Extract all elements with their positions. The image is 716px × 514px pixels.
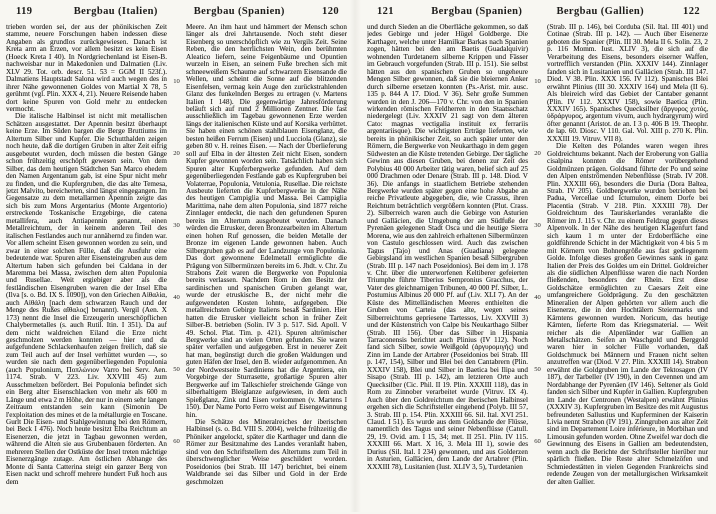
running-title-left: Bergbau (Spanien) (431, 6, 523, 17)
page-119-120 (2, 3, 353, 512)
line-number: 10 (534, 78, 541, 85)
running-header (367, 5, 710, 24)
page-number: 120 (322, 6, 339, 17)
paragraph: und durch Sieden an die Oberfläche gekommen, so daß jedes Gebirge und jeder Hügel Goldberge. Die Karthager, welche unter Hamilkar Barkas nach Spanien zogen, hätten bei den am Baetis (Guadalquivir) wohnenden Turdetanern silberne Krippen und Fässer im Gebrauch vorgefunden (Strab. III p. 151). Sie selbst hätten aus den spanischen Gruben so ungeheure Mengen Silber gewonnen, daß sie die bleiernen Anker durch silberne ersetzen konnten (Ps.-Arist. mir. ausc. 135 p. 844 A 17. Diod. V 36). Sehr große Summen wurden in den J. 206—170 v. Chr. von den in Spanien wirkenden römischen Feldherren in den Staatsschatz niedergelegt (Liv. XXXIV 21 sagt von dem älteren Cato: magnas vectigalia instituit ex ferrariis argentariisque). Die wichtigsten Erträge lieferten, wie bereits in phönikischer Zeit, so auch später unter den Römern, die Bergwerke von Neukarthago in dem gegen Südwesten an die Küste tretenden Gebirge. Der tägliche Gewinn aus diesen Gruben, bei denen zur Zeit des Polybius 40 000 Arbeiter tätig waren, belief sich auf 25 000 Drachmen oder Denare (Strab. III p. 148. Diod. V 36). Die anfangs in staatlichem Betriebe stehenden Bergwerke wurden später gegen eine hohe Abgabe an reiche Privatleute abgegeben, die, wie Crassus, ihren Reichtum beträchtlich vergrößern konnten (Plut. Crass. 2). Silberreich waren auch die Gebirge von Asturien und Galläcien, die Umgebung der am Südfuße der Pyrenäen gelegenen Stadt Osca und die heutige Sierra Morena, wie aus den zahlreich erhaltenen Silbermünzen von Castulo geschlossen wird. Auch das zwischen Tagus (Tajo) und Anas (Guadiana) gelegene Gebirgsland im westlichen Spanien besaß Silbergruben (Strab. III p. 147 nach Poseidonios). Bei dem im J. 178 v. Chr. über die unterworfenen Keltiberer gefeierten Triumphe führte Tiberius Sempronius Gracchus, der Vater des gleichnamigen Tribunen, 40 000 Pf. Silber, L. Postumius Albinus 20 000 Pf. auf (Liv. XLI 7). An der Küste des Mittelländischen Meeres enthielten die Gruben von Carteia (das alte, wegen seines Silberreichtums gepriesene Tartessos, Liv. XXVIII 3) und der Küstenstrich von Calpe bis Neukarthago Silber (Strab. III 156). Über das Silber in Hispania Tarraconensis berichtet auch Plinius (IV 112). Noch fand sich Silber, sowie Weißgold (ἀργυρομιγής) und Zinn im Lande der Artabrer (Poseidonios bei Strab. III p. 147, 154), Silber und Blei bei den Cantabrern (Plin. XXXIV 158), Blei und Silber in Baetica bei Ilipa und Sisapo (Strab. III p. 142), am letzteren Orte auch Quecksilber (Cic. Phil. II 19. Plin. XXXIII 118), das in Rom zu Zinnober verarbeitet wurde (Vitruv. IX 4). Auch über den Goldreichtum der iberischen Halbinsel ergehen sich die Schriftsteller eingehend (Polyb. III 57, 3. Strab. III p. 154. Plin. XXXIII 66. Sil. Ital. XVI 251. Claud. I 51). Es wurde aus dem Goldsande der Flüsse, namentlich des Tagus und seiner Nebenflüsse (Catull. 29, 19. Ovid. am. I 15, 34; met. II 251. Plin. IV 115. XXXIII 66. Mart. X 16, 3. Mela III 1), sowie des Durius (Sil. Ital. I 234) gewonnen, und aus Golderzen in Asturien, Galläcien, dem Lande der Artabrer (Plin. XXXIII 78), Lusitanien (Iust. XLIV 3, 5), Turdetanien (367, 24, 528, 471)
paragraph: Die italische Halbinsel ist nicht mit metallischen Schätzen ausgestattet. Der Apennin besitzt überhaupt keine Erze. Im Süden bargen die Berge Bruttiums im Altertum Silber und Kupfer. Die Schutthalden zeigen noch heute, daß die dortigen Gruben in alter Zeit eifrig ausgebeutet wurden, doch müssen die besten Gänge schon frühzeitig erschöpft gewesen sein. Von dem Silber, das dem heutigen Städtchen San Marco ehedem den Namen Argentanum gab, ist eine Spur nicht mehr zu finden, und die Kupfergruben, die das alte Temesa, jetzt Malvito, bereicherten, sind längst eingegangen. Im Gegensatze zu dem metallarmen Apennin zeigte das sich bis zum Mons Argentarius (Monte Argentorio) erstreckende Toskanische Erzgebirge, die catena metallifera, auch Antiapennin genannt, einen Metallreichtum, der in keinem anderen Teil des italischen Festlandes auch nur annähernd zu finden war. Vor allem scheint Eisen gewonnen worden zu sein, und zwar in einer solchen Fülle, daß die Ausfuhr eine bedeutende war. Spuren alter Eisensteingruben aus dem Altertum haben sich gefunden bei Caldana in der Maremma bei Massa, zwischen dem alten Populonia und Rusellae. Weit ergiebiger aber als die festländischen Eisengruben waren die der Insel Elba (Ilva [s. o. Bd. IX S. 1090]), von den Griechen Αἰθαλία, auch Αἰθάλη [nach dem schwarzen Rauch und der Menge des Rußes αἴθαλος] benannt). Vergil (Aen. X 173) nennt die Insel die Erzeugerin unerschöpflichen Chalybermetalles (s. auch Rutil. Itin. I 351). Da auf dem nicht waldreichen Eiland die Erze nicht geschmolzen werden konnten — hier und da aufgefundene Schlackenhaufen zeigen freilich, daß sie zum Teil auch auf der Insel verhüttet wurden —, so wurden sie nach dem gegenüberliegenden Populonia (auch Populonium, Ποπλώνιον Varro bei Serv. Aen. 1174. Strab. V 223. Liv. XXVIII 45) zum Ausschmelzen befördert. Bei Populonia befindet sich ein Berg alter Eisenschlacken von mehr als 600 m Länge und etwa 2 m Höhe, der nur in einem sehr langen Zeitraum entstanden sein kann (Simonin De l'exploitation des mines et de la métallurgie en Toscane. Gurlt Die Eisen- und Stahlgewinnung bei den Römern, bei Beck I 476). Noch heute besitzt Elba Reichtum an Eisenerzen, die jetzt in Tagbau gewonnen werden, während die Alten sie aus Grubenbauen förderten. An mehreren Stellen der Ostküste der Insel treten mächtige Eisenerzgänge zutage. Am östlichen Abhange des Monte di Santa Catterina steigt ein ganzer Berg von Eisen nackt und schroff mehrere hundert Fuß hoch aus dem (6, 112, 167, 486)
paragraph: Meere. An ihm haut und hämmert der Mensch schon länger als drei Jahrtausende. Noch steht dieser Eisenberg so unerschöpflich wie zu Vergils Zeit. Seine Reben, die den herrlichsten Wein, den berühmten Aleatico liefern, seine Feigenbäume und Opuntien wurzeln in Eisen, an seinem Fuße brechen sich mit schneeweißem Schaume auf schwarzem Eisensande die Wellen, und scheint die Sonne auf die blitzenden Eisenfelsen, vermag kein Auge den zurückstrahlenden Glanz des funkelnden Berges zu ertragen (v. Martens Italien I 148). Die gegenwärtige Jahresförderung beläuft sich auf rund 2 Millionen Zentner. Die fast ausschließlich im Tagebau gewonnenen Erze werden längs der italienischen Küste und auf Korsika verhüttet. Sie haben einen schönen stahlblauen Eisenglanz, die besten heißen Ferrum (Eisen) und Lucciola (Glanz), sie geben 80 v. H. reines Eisen. — Nach der Überlieferung soll auf Elba in der ältesten Zeit nicht Eisen, sondern Kupfer gewonnen worden sein. Tatsächlich haben sich Spuren alter Kupferbergwerke gefunden. Auf dem gegenüberliegenden Festlande gab es Kupfergruben bei Volaterrae, Populonia, Vetulonia, Rusellae. Die reichste Ausbeute lieferten die Kupferbergwerke in der Nähe des heutigen Campiglia und Massa. Bei Campiglia Marittima, nahe dem alten Populonia, sind 1877 reiche Zinnlager entdeckt, die nach den gefundenen Spuren bereits im Altertum ausgebeutet wurden. Danach würden die Etrusker, deren Bronzearbeiten im Altertum einen hohen Ruf genossen, die beiden Metalle der Bronze im eigenen Lande gewonnen haben. Auch Silbergruben gab es auf der Landzunge von Populonia. Das dort gewonnene Edelmetall ermöglichte die Prägung von Silbermünzen bereits im 6. Jhdt. v. Chr. Zu Strabons Zeit waren die Bergwerke von Populonia bereits verlassen. Nachdem Rom in den Besitz der sardinischen und spanischen Gruben gelangt war, wurde der etruskische B., der nicht mehr die aufgewendeten Kosten lohnte, aufgegeben. Die metallreichsten Gebirge Italiens besaß Sardinien. Hier hatten die Etrusker vielleicht schon in früher Zeit Silber-B. betrieben (Solin. IV 3 p. 517. Sid. Apoll. V 49. Schol. Plat. Tim. p. 421). Spuren altrömischer Bergwerke sind an vielen Orten gefunden. Sie waren später verfallen und aufgegeben. Erst in neuerer Zeit hat man, begünstigt durch die großen Waldungen und guten Häfen der Insel, den B. wieder aufgenommen. An der Nordwestseite Sardiniens hat die Argentiera, ein Vorgebirge der Sturrasette, großartige Spuren alter Bergwerke auf im Talkschiefer streichende Gänge von silberhaltigem Bleiglanze aufgewiesen, in dem auch Spießglanz, Zink und Eisen vorkommen (v. Martens I 150). Der Name Porto Ferro weist auf Eisengewinnung hin. (186, 24, 347, 419)
paragraph: Die Schätze des Mineralreiches der iberischen Halbinsel (s. o. Bd. VIII S. 2004), welche frühzeitig die Phöniker angelockt, später die Karthager und dann die Römer zur Besitznahme des Landes veranlaßt haben, sind von den Schriftstellern des Altertums zum Teil in überschwenglicher Weise geschildert worden. Poseidonios (bei Strab. III 147) berichtet, bei einem Waldbrande sei das Silber und Gold in der Erde geschmolzen (186, 418, 347, 486)
page-number: 122 (683, 6, 700, 17)
text-column-119 (6, 24, 167, 512)
line-number-gutter (528, 24, 547, 514)
running-header (6, 5, 349, 24)
page-number: 119 (16, 6, 33, 17)
line-number: 50 (173, 366, 180, 373)
paragraph: trieben worden sei, der aus der phönikischen Zeit stamme, neuere Forschungen haben indessen diese Angaben als grundlos zurückgewiesen. Danach ist Kreta arm an Erzen, vor allem besitzt es kein Eisen (Hoeck Kreta I 40). In Nordgriechenland ist Eisen-B. nachweisbar nur in Makedonien und Dalmatien (Liv. XLV 29. Tot. orb. descr. 51. 53 = GGM II 523f.). Dalmatiens Hauptstadt Salona wird auch wegen des in ihrer Nähe gewonnenen Goldes von Martial X 78, 5 gerühmt (vgl. Plin. XXX 4, 21). Neuere Reisende haben dort keine Spuren von Gold mehr zu entdecken vermocht. (6, 24, 167, 113)
text-column-120 (186, 24, 347, 512)
line-number: 60 (534, 438, 541, 445)
running-title-right: Bergbau (Gallien) (556, 6, 645, 17)
page-121-122 (363, 3, 714, 512)
line-number: 20 (173, 150, 180, 157)
line-number: 40 (534, 294, 541, 301)
page-body (367, 24, 710, 514)
paragraph: Die Kelten des Polandes waren wegen ihres Goldreichtums bekannt. Nach der Eroberung von Gallia cisalpina konnten die Römer vorübergehend Goldmünzen prägen. Goldsand führte der Po und seine den Alpen entströmenden Nebenflüsse (Strab. IV 208. Plin. XXXIII 66), besonders die Duria (Dora Baltea, Strab. IV 205). Goldbergwerke wurden betrieben bei Padua, Vercellae und Ictumulon, einem Dorfe bei Placentia (Strab. V 218. Plin. XXXIII 78). Der Goldreichtum des Tauriskerlandes veranlaßte die Römer im J. 115 v. Chr. zu einem Feldzug gegen dieses Alpenvolk. In der Nähe des heutigen Klagenfurt fand sich kaum 1 m unter der Erdoberfläche eine goldführende Schicht in der Mächtigkeit von 4 bis 5 m mit Körnern von Bohnengröße aus fast gediegenem Golde. Infolge dieses großen Gewinnes sank in ganz Italien der Preis des Goldes um ein Drittel. Goldreicher als die südlichen Alpenflüsse waren die nach Norden fließenden, besonders der Rhein. Erst diese Goldschätze ermöglichten zu Caesars Zeit eine umfangreichere Goldprägung. Zu den geschätzten Mineralien der Alpen gehörten vor allem auch die Eisenerze, die in den Hochtälern Steiermarks und Kärntens gewonnen wurden. Noricum, das heutige Kärnten, lieferte Rom das Kriegsmaterial. — Weit reicher als die Alpenländer war Gallien an Metallschätzen. Seifen an Waschgold und Berggold waren hier in solcher Fülle vorhanden, daß Goldschmuck bei Männern und Frauen nicht selten anzutreffen war (Diod. V 27. Plin. XXXIII 14). Strabon erwähnt die Goldgruben im Lande der Tektosagen (IV 187), der Tarbeller (IV 190), in den Cevennen und am Nordabhange der Pyrenäen (IV 146). Seltener als Gold fanden sich Silber und Kupfer in Gallien. Kupfergruben im Lande der Centronen (Westalpen) erwähnt Plinius (XXXIV 3). Kupfergruben im Besitze des mit Augustus befreundeten Sallustius und Kupferminen der Kaiserin Livia nennt Strabon (IV 191). Zinngruben aus alter Zeit sind im Departement Loire inférieure, in Morbihan und Limousin gefunden worden. Ohne Zweifel war doch die Gewinnung des Eisens in Gallien am bedeutendsten, wenn auch die Berichte der Schriftsteller hierüber nur spärlich fließen. Die Reste alter Schmelzöfen und Schmiedestätten in vielen Gegenden Frankreichs sind redende Zeugen von der metallurgischen Wirksamkeit der alten Gallier. (547, 142, 708, 486)
line-number: 50 (534, 366, 541, 373)
text-column-122 (547, 24, 708, 512)
line-number: 20 (534, 150, 541, 157)
line-number: 40 (173, 294, 180, 301)
line-number: 10 (173, 78, 180, 85)
page-body (6, 24, 349, 514)
line-number: 30 (173, 222, 180, 229)
line-number: 60 (173, 438, 180, 445)
paragraph: (Strab. III p. 146), bei Corduba (Sil. Ital. III 401) und Cotinae (Strab. III p. 142). — Auch über Eisenerze geboten die Spanier (Plin. III 30. Mela II 6. Solin. 23, 2 p. 116 Momm. Iust. XLIV 3), die sich auf die Verarbeitung des Eisens, besonders eiserner Waffen, vortrefflich verstanden (Plin. XXXIV 144). Zinnlager fanden sich in Lusitanien und Galläcien (Strab. III 147. Diod. V 38. Plin. XXX 156. IV 112). Spanisches Blei erwähnt Plinius (III 30. XXXIV 164) und Mela (II 6). Als bleireich wird das Gebiet der Cantaber genannt (Plin. IV 112. XXXIV 158), sowie Baetica (Plin. XXXIV 165). Spanisches Quecksilber (ἄργυρος χυτός, ὑδράργυρος, argentum vivum, auch hydrargyrum) wird öfter genannt (Aristot. de an. I 3 p. 406 B 19. Theophr. de lap. 60. Diosc. V 110. Gal. Vol. XIII p. 270 K. Plin. XXXIII 19. Vitruv. VII 8). (547, 24, 708, 143)
text-column-121 (367, 24, 528, 512)
page-number: 121 (377, 6, 394, 17)
line-number-gutter (167, 24, 186, 514)
running-title-left: Bergbau (Italien) (73, 6, 158, 17)
line-number: 30 (534, 222, 541, 229)
running-title-right: Bergbau (Spanien) (193, 6, 285, 17)
